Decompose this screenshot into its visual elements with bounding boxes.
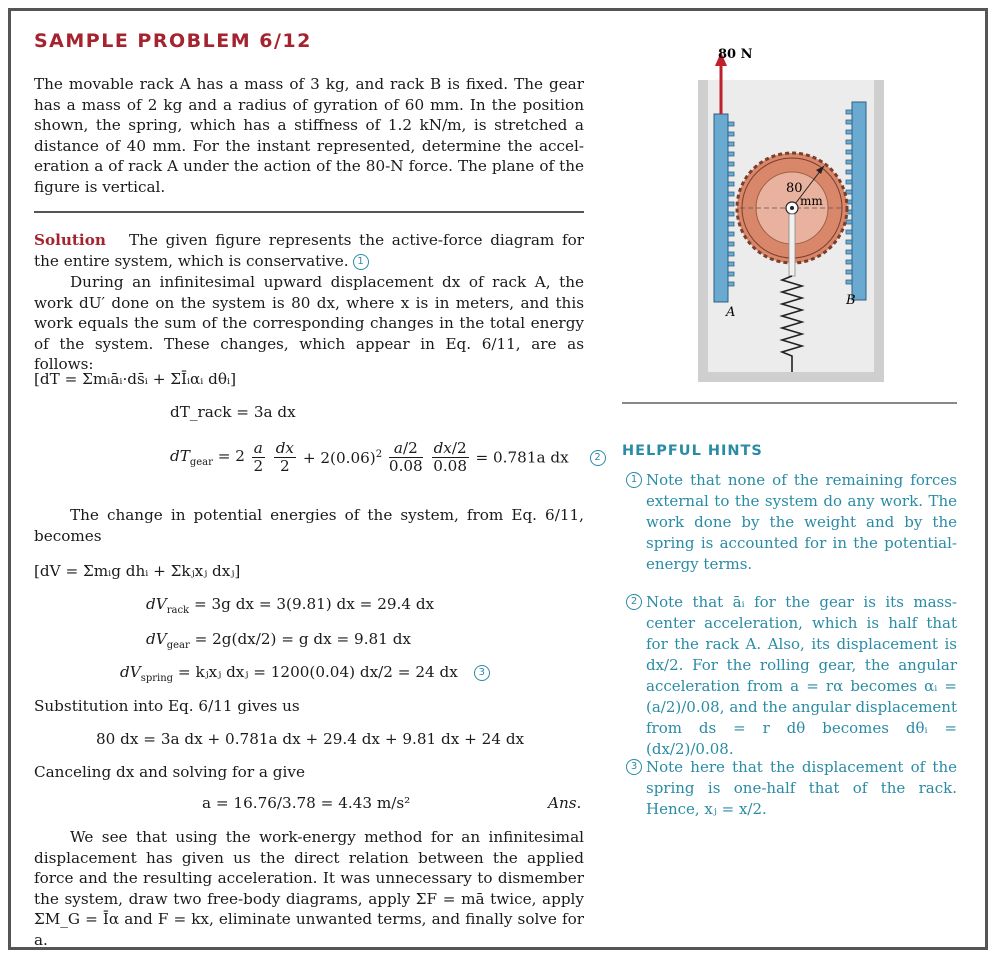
solution-intro-text: The given figure represents the active-force diagram for the entire system, which is conservative.: [34, 231, 584, 270]
solution-para-substitution: Substitution into Eq. 6/11 gives us: [34, 697, 300, 715]
solution-para-cancel: Canceling dx and solving for a give: [34, 763, 305, 781]
hint-1-number: 1: [626, 472, 642, 488]
hint-marker-2[interactable]: 2: [590, 450, 606, 466]
problem-divider: [34, 211, 584, 213]
hint-2-text: Note that āᵢ for the gear is its mass-center acceleration, which is half that for the rack A. Also, its displacement is dx/2. For the rolling gear, the angular acceleration from a = rα becomes αᵢ = (a/2)/0.08, and the angular displacement from ds = r dθ becomes dθᵢ = (dx/2)/0.08.: [646, 593, 957, 758]
hint-3: [622, 757, 957, 820]
solution-intro: [34, 230, 584, 271]
eq-dT-gear: $dT_{gear} = 2$ $\frac{a}{2}$ $\frac{dx}{2}$ + $2(0.06)^2$ $\frac{a/2}{0.08}$ $\frac{dx/2}{0.08}$ = 0.781a dx 2: [170, 440, 606, 475]
rack-a: [714, 114, 728, 302]
solution-para-work: During an infinitesimal upward displacement dx of rack A, the work dU′ done on the system is 80 dx, where x is in meters, and this work equals the sum of the corresponding changes in the total energy of the system. These changes, which appear in Eq. 6/11, are as follows:: [34, 273, 584, 374]
problem-statement: The movable rack A has a mass of 3 kg, and rack B is fixed. The gear has a mass of 2 kg and a radius of gyration of 60 mm. In the position shown, the spring, which has a stiffness of 1.2 kN/m, is stretched a distance of 40 mm. For the instant represented, determine the accel-eration a of rack A under the action of the 80-N force. The plane of the figure is vertical.: [34, 75, 584, 196]
hint-marker-1[interactable]: 1: [353, 254, 369, 270]
eq-dV-rack: $dV_{rack} = 3g$ dx = 3(9.81) dx = 29.4 dx: [146, 595, 435, 617]
solution-label: Solution: [34, 231, 106, 249]
hint-2: [622, 592, 957, 760]
eq-dV-definition: [dV = Σmᵢg dhᵢ + Σkⱼxⱼ dxⱼ]: [34, 562, 241, 580]
rack-gear-figure: [690, 38, 890, 388]
helpful-hints-title: HELPFUL HINTS: [622, 443, 763, 459]
eq-dT-rack: dT_rack = 3a dx: [170, 403, 296, 421]
force-label: 80 N: [718, 47, 753, 62]
answer-label: Ans.: [548, 794, 582, 812]
hint-3-number: 3: [626, 759, 642, 775]
solution-conclusion: We see that using the work-energy method for an infinitesimal displacement has given us the direct relation between the applied force and the resulting acceleration. It was unnecessary to dismember the system, draw two free-body diagrams, apply ΣF = mā twice, apply ΣM_G = Īα and F = kx, eliminate unwanted terms, and finally solve for a.: [34, 828, 584, 949]
eq-dV-gear: $dV_{gear} = 2g(dx/2) = g$ dx = 9.81 dx: [146, 630, 411, 652]
rack-b: [852, 102, 866, 300]
solution-para-potential: The change in potential energies of the system, from Eq. 6/11, becomes: [34, 506, 584, 545]
eq-substitution: 80 dx = 3a dx + 0.781a dx + 29.4 dx + 9.81 dx + 24 dx: [96, 730, 525, 748]
eq-answer: a = 16.76/3.78 = 4.43 m/s²: [202, 794, 411, 812]
hint-marker-3[interactable]: 3: [474, 665, 490, 681]
radius-value: 80: [786, 181, 803, 196]
radius-unit: mm: [800, 194, 823, 208]
eq-dT-definition: [dT = Σmᵢāᵢ·ds̄ᵢ + ΣĪᵢαᵢ dθᵢ]: [34, 370, 237, 388]
eq-dV-spring: $dV_{spring}$ = kⱼxⱼ dxⱼ = 1200(0.04) dx/2 = 24 dx 3: [120, 663, 490, 684]
page-title: SAMPLE PROBLEM 6/12: [34, 30, 312, 52]
hint-1-text: Note that none of the remaining forces external to the system do any work. The work done by the weight and by the spring is accounted for in the potential-energy terms.: [646, 471, 957, 573]
eq-dT-gear-result: = 0.781a dx: [475, 448, 569, 467]
hint-1: [622, 470, 957, 575]
hint-3-text: Note here that the displacement of the spring is one-half that of the rack. Hence, xⱼ = x/2.: [646, 758, 957, 818]
hint-2-number: 2: [626, 594, 642, 610]
hints-divider: [622, 402, 957, 404]
rack-a-label: A: [726, 305, 736, 320]
rack-b-label: B: [846, 293, 856, 308]
